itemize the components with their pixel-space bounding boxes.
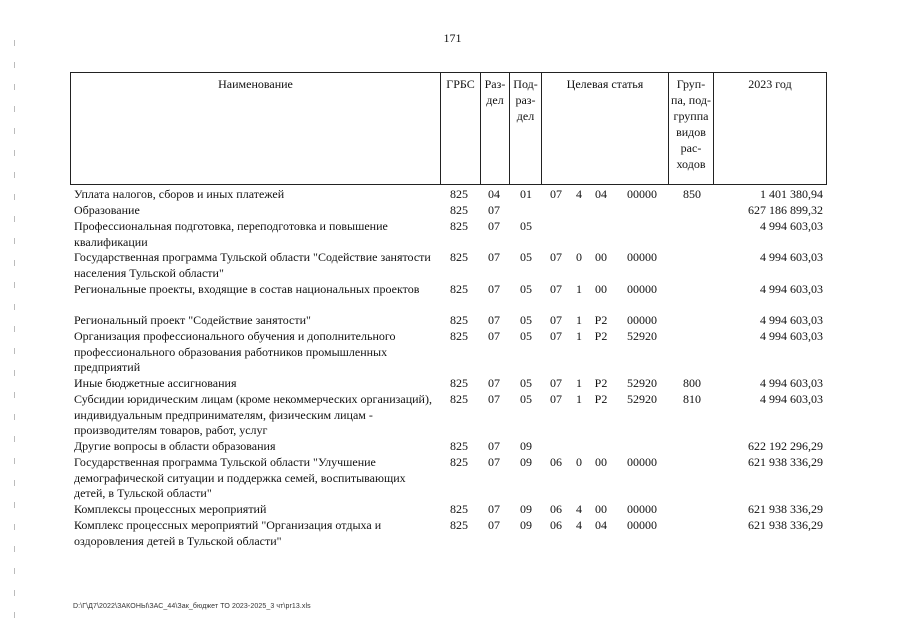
row-razdel: 07 xyxy=(488,502,500,516)
row-target-direction: 00000 xyxy=(627,313,657,327)
row-target-event: P2 xyxy=(594,313,608,327)
row-target-subprogram: 1 xyxy=(576,329,582,343)
row-target-event: 00 xyxy=(595,282,607,296)
row-target-subprogram: 1 xyxy=(576,313,582,327)
row-razdel: 04 xyxy=(488,187,500,201)
row-grbs: 825 xyxy=(450,329,468,343)
row-grbs: 825 xyxy=(450,203,468,217)
row-expense-group: 850 xyxy=(683,187,701,201)
row-target-direction: 00000 xyxy=(627,250,657,264)
row-grbs: 825 xyxy=(450,455,468,469)
margin-mark xyxy=(14,194,15,200)
row-target-subprogram: 0 xyxy=(576,455,582,469)
row-podrazdel: 05 xyxy=(520,282,532,296)
header-year: 2023 год xyxy=(713,73,826,184)
row-target-event: P2 xyxy=(594,329,608,343)
row-razdel: 07 xyxy=(488,518,500,532)
row-expense-group: 800 xyxy=(683,376,701,390)
header-name: Наименование xyxy=(218,77,293,91)
row-sum-2023: 4 994 603,03 xyxy=(760,250,823,264)
row-target-direction: 00000 xyxy=(627,187,657,201)
margin-mark xyxy=(14,348,15,354)
row-grbs: 825 xyxy=(450,187,468,201)
row-razdel: 07 xyxy=(488,392,500,406)
margin-mark xyxy=(14,546,15,552)
header-podrazdel: Под- раз- дел xyxy=(509,73,541,184)
margin-mark xyxy=(14,436,15,442)
row-razdel: 07 xyxy=(488,329,500,343)
row-sum-2023: 1 401 380,94 xyxy=(760,187,823,201)
row-podrazdel: 05 xyxy=(520,313,532,327)
margin-mark xyxy=(14,216,15,222)
row-sum-2023: 4 994 603,03 xyxy=(760,282,823,296)
row-target-direction: 00000 xyxy=(627,282,657,296)
row-target-program: 07 xyxy=(550,282,562,296)
row-target-event: 00 xyxy=(595,455,607,469)
margin-mark xyxy=(14,238,15,244)
row-razdel: 07 xyxy=(488,455,500,469)
row-grbs: 825 xyxy=(450,518,468,532)
row-grbs: 825 xyxy=(450,313,468,327)
row-grbs: 825 xyxy=(450,282,468,296)
row-target-event: 00 xyxy=(595,250,607,264)
row-sum-2023: 4 994 603,03 xyxy=(760,219,823,233)
row-target-subprogram: 4 xyxy=(576,502,582,516)
row-name: Образование xyxy=(74,203,140,217)
row-name: Комплексы процессных мероприятий xyxy=(74,502,267,516)
row-target-program: 06 xyxy=(550,502,562,516)
row-podrazdel: 05 xyxy=(520,219,532,233)
row-target-event: 04 xyxy=(595,187,607,201)
row-podrazdel: 09 xyxy=(520,518,532,532)
row-target-program: 06 xyxy=(550,455,562,469)
row-target-program: 07 xyxy=(550,376,562,390)
margin-mark xyxy=(14,84,15,90)
row-name: Другие вопросы в области образования xyxy=(74,439,276,453)
row-podrazdel: 09 xyxy=(520,502,532,516)
row-target-direction: 00000 xyxy=(627,455,657,469)
row-sum-2023: 621 938 336,29 xyxy=(748,518,823,532)
margin-mark xyxy=(14,326,15,332)
row-target-subprogram: 0 xyxy=(576,250,582,264)
row-podrazdel: 05 xyxy=(520,376,532,390)
row-target-subprogram: 4 xyxy=(576,187,582,201)
margin-mark xyxy=(14,590,15,596)
row-grbs: 825 xyxy=(450,219,468,233)
row-target-program: 07 xyxy=(550,250,562,264)
row-sum-2023: 4 994 603,03 xyxy=(760,392,823,406)
row-target-program: 07 xyxy=(550,313,562,327)
margin-mark xyxy=(14,150,15,156)
header-grbs: ГРБС xyxy=(440,73,480,184)
row-sum-2023: 4 994 603,03 xyxy=(760,376,823,390)
row-razdel: 07 xyxy=(488,313,500,327)
margin-mark xyxy=(14,282,15,288)
row-target-event: 00 xyxy=(595,502,607,516)
row-grbs: 825 xyxy=(450,376,468,390)
row-podrazdel: 05 xyxy=(520,250,532,264)
row-name: Субсидии юридическим лицам (кроме некоммерческих организаций), индивидуальным предпринимателям, физическим лицам - производителям товаров, работ, услуг xyxy=(74,392,432,437)
row-target-program: 06 xyxy=(550,518,562,532)
header-razdel: Раз- дел xyxy=(480,73,509,184)
page-number: 171 xyxy=(443,31,462,45)
margin-mark xyxy=(14,62,15,68)
margin-mark xyxy=(14,502,15,508)
row-target-event: P2 xyxy=(594,376,608,390)
row-target-subprogram: 1 xyxy=(576,376,582,390)
row-razdel: 07 xyxy=(488,203,500,217)
row-podrazdel: 09 xyxy=(520,455,532,469)
margin-mark xyxy=(14,524,15,530)
row-razdel: 07 xyxy=(488,376,500,390)
margin-mark xyxy=(14,260,15,266)
row-target-direction: 52920 xyxy=(627,376,657,390)
margin-mark xyxy=(14,128,15,134)
row-target-direction: 00000 xyxy=(627,518,657,532)
row-target-program: 07 xyxy=(550,392,562,406)
margin-mark xyxy=(14,40,15,46)
row-target-subprogram: 1 xyxy=(576,392,582,406)
row-grbs: 825 xyxy=(450,439,468,453)
row-target-direction: 52920 xyxy=(627,392,657,406)
row-razdel: 07 xyxy=(488,250,500,264)
margin-mark xyxy=(14,458,15,464)
margin-mark xyxy=(14,172,15,178)
row-target-event: 04 xyxy=(595,518,607,532)
row-name: Уплата налогов, сборов и иных платежей xyxy=(74,187,285,201)
row-name: Профессиональная подготовка, переподготовка и повышение квалификации xyxy=(74,219,388,249)
row-grbs: 825 xyxy=(450,250,468,264)
row-podrazdel: 01 xyxy=(520,187,532,201)
header-group: Груп- па, под- группа видов рас- ходов xyxy=(668,73,713,184)
table-header xyxy=(70,72,827,185)
row-name: Региональные проекты, входящие в состав национальных проектов xyxy=(74,282,420,296)
row-target-direction: 52920 xyxy=(627,329,657,343)
margin-mark xyxy=(14,414,15,420)
file-path-footer: D:\Г\Д7\2022\ЗАКОНЫ\ЗАС_44\Зак_бюджет ТО 2023-2025_3 чт\pr13.xls xyxy=(73,603,311,610)
row-name: Государственная программа Тульской области "Улучшение демографической ситуации и поддержка семей, воспитывающих детей, в Тульской области" xyxy=(74,455,406,500)
row-razdel: 07 xyxy=(488,219,500,233)
row-expense-group: 810 xyxy=(683,392,701,406)
row-target-event: P2 xyxy=(594,392,608,406)
row-grbs: 825 xyxy=(450,502,468,516)
row-razdel: 07 xyxy=(488,439,500,453)
row-sum-2023: 621 938 336,29 xyxy=(748,502,823,516)
header-target: Целевая статья xyxy=(541,73,668,184)
row-name: Государственная программа Тульской области "Содействие занятости населения Тульской области" xyxy=(74,250,431,280)
margin-mark xyxy=(14,106,15,112)
row-target-subprogram: 4 xyxy=(576,518,582,532)
row-podrazdel: 05 xyxy=(520,392,532,406)
row-sum-2023: 4 994 603,03 xyxy=(760,329,823,343)
row-name: Иные бюджетные ассигнования xyxy=(74,376,237,390)
margin-mark xyxy=(14,612,15,618)
row-grbs: 825 xyxy=(450,392,468,406)
row-sum-2023: 627 186 899,32 xyxy=(748,203,823,217)
row-sum-2023: 4 994 603,03 xyxy=(760,313,823,327)
row-target-program: 07 xyxy=(550,187,562,201)
row-podrazdel: 09 xyxy=(520,439,532,453)
row-name: Организация профессионального обучения и дополнительного профессионального образования работников промышленных предприятий xyxy=(74,329,396,374)
row-sum-2023: 622 192 296,29 xyxy=(748,439,823,453)
row-sum-2023: 621 938 336,29 xyxy=(748,455,823,469)
row-target-program: 07 xyxy=(550,329,562,343)
margin-mark xyxy=(14,480,15,486)
margin-mark xyxy=(14,568,15,574)
margin-mark xyxy=(14,392,15,398)
row-name: Региональный проект "Содействие занятости" xyxy=(74,313,311,327)
row-podrazdel: 05 xyxy=(520,329,532,343)
margin-mark xyxy=(14,370,15,376)
row-razdel: 07 xyxy=(488,282,500,296)
row-name: Комплекс процессных мероприятий "Организация отдыха и оздоровления детей в Тульской области" xyxy=(74,518,382,548)
margin-mark xyxy=(14,304,15,310)
row-target-subprogram: 1 xyxy=(576,282,582,296)
row-target-direction: 00000 xyxy=(627,502,657,516)
